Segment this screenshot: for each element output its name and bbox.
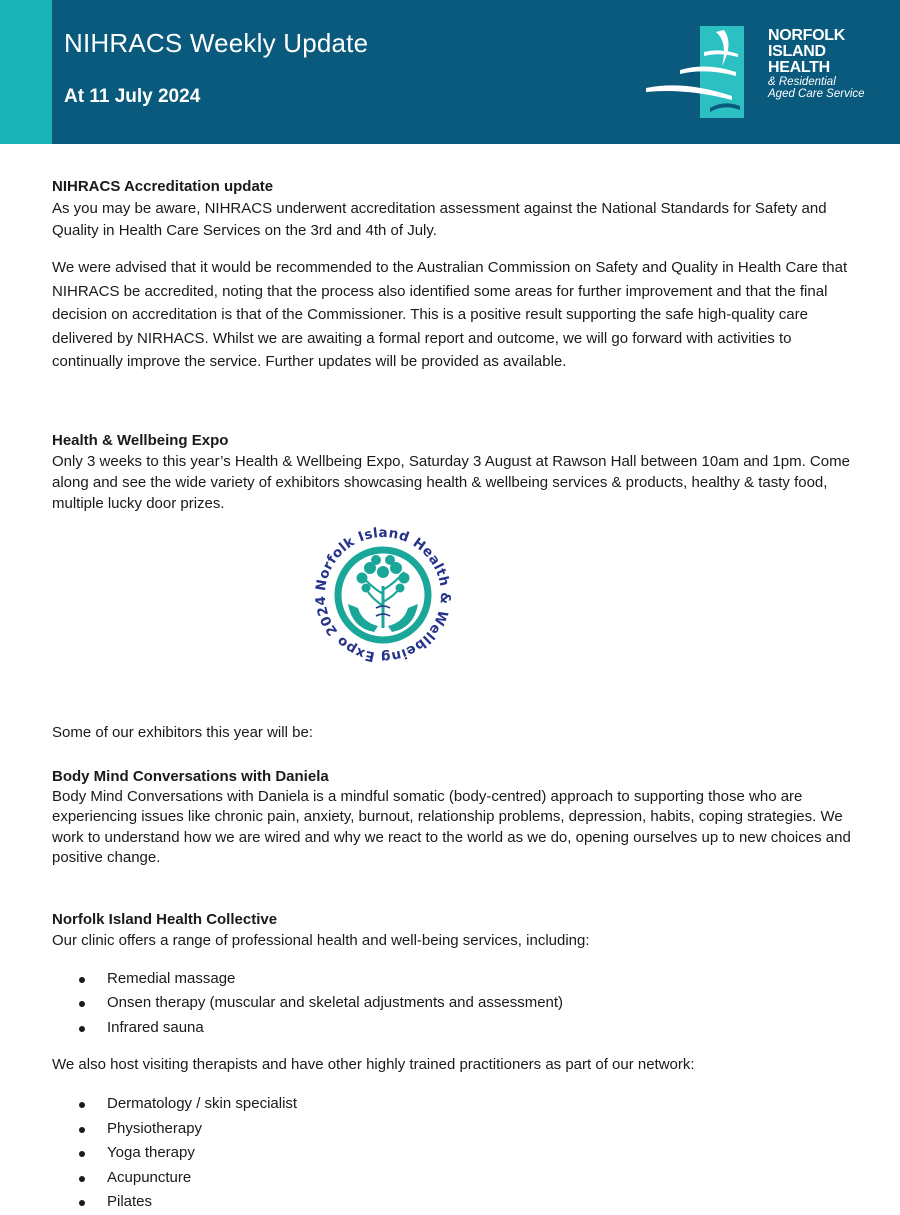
logo-line-3: HEALTH (768, 59, 830, 76)
list-item: Onsen therapy (muscular and skeletal adjustments and assessment) (52, 991, 852, 1016)
exhibitors-intro: Some of our exhibitors this year will be: (52, 723, 313, 741)
accreditation-paragraph-1: As you may be aware, NIHRACS underwent accreditation assessment against the National Standards for Safety and Quality in Health Care Services on the 3rd and 4th of July. (52, 200, 827, 239)
visiting-intro: We also host visiting therapists and have other highly trained practitioners as part of our network: (52, 1056, 695, 1073)
logo-line-4: & Residential (768, 76, 836, 88)
body-mind-heading: Body Mind Conversations with Daniela (52, 767, 329, 785)
logo-line-5: Aged Care Service (768, 88, 865, 100)
accreditation-paragraph-2: We were advised that it would be recommended to the Australian Commission on Safety and Quality in Health Care that NIHRACS be accredited, noting that the process also identified some areas for further improvement and that the final decision on accreditation is that of the Commissioner. This is a positive result supporting the safe high-quality care delivered by NIRHACS. Whilst we are awaiting a formal report and outcome, we will go forward with activities to continually improve the service. Further updates will be provided as available. (52, 259, 848, 370)
logo-line-2: ISLAND (768, 43, 826, 60)
header-band (0, 0, 900, 144)
page-title: NIHRACS Weekly Update (64, 28, 369, 58)
logo-mark-icon (644, 22, 764, 122)
collective-heading: Norfolk Island Health Collective (52, 910, 278, 928)
list-item: Dermatology / skin specialist (52, 1092, 852, 1117)
list-item: Infrared sauna (52, 1016, 852, 1041)
logo-line-1: NORFOLK (768, 27, 846, 44)
expo-heading: Health & Wellbeing Expo (52, 431, 229, 449)
document-body (52, 176, 852, 1215)
visiting-list (52, 1092, 852, 1215)
list-item: Yoga therapy (52, 1141, 852, 1166)
list-item: Acupuncture (52, 1166, 852, 1191)
expo-paragraph: Only 3 weeks to this year’s Health & Wellbeing Expo, Saturday 3 August at Rawson Hall between 10am and 1pm. Come along and see the wide variety of exhibitors showcasing health & wellbeing services & products, healthy & tasty food, multiple lucky door prizes. (52, 452, 850, 512)
expo-logo-icon (308, 520, 458, 670)
expo-logo-ring-text: Norfolk Island Health & Wellbeing Expo 2024 (312, 524, 454, 665)
services-list (52, 967, 852, 1041)
norfolk-island-health-logo (644, 22, 884, 122)
body-mind-paragraph: Body Mind Conversations with Daniela is a mindful somatic (body-centred) approach to supporting those who are experiencing issues like chronic pain, anxiety, burnout, relationship problems, depression, habits, coping strategies. We work to understand how we are wired and why we react to the world as we do, opening ourselves up to new choices and positive change. (52, 787, 851, 866)
header-accent-bar (0, 0, 52, 144)
page-date: At 11 July 2024 (64, 86, 201, 107)
list-item: Physiotherapy (52, 1117, 852, 1142)
collective-intro: Our clinic offers a range of professional health and well-being services, including: (52, 931, 590, 949)
list-item: Pilates (52, 1190, 852, 1215)
list-item: Remedial massage (52, 967, 852, 992)
accreditation-heading: NIHRACS Accreditation update (52, 178, 274, 195)
expo-logo-area (52, 520, 852, 670)
logo-wordmark (768, 28, 865, 100)
